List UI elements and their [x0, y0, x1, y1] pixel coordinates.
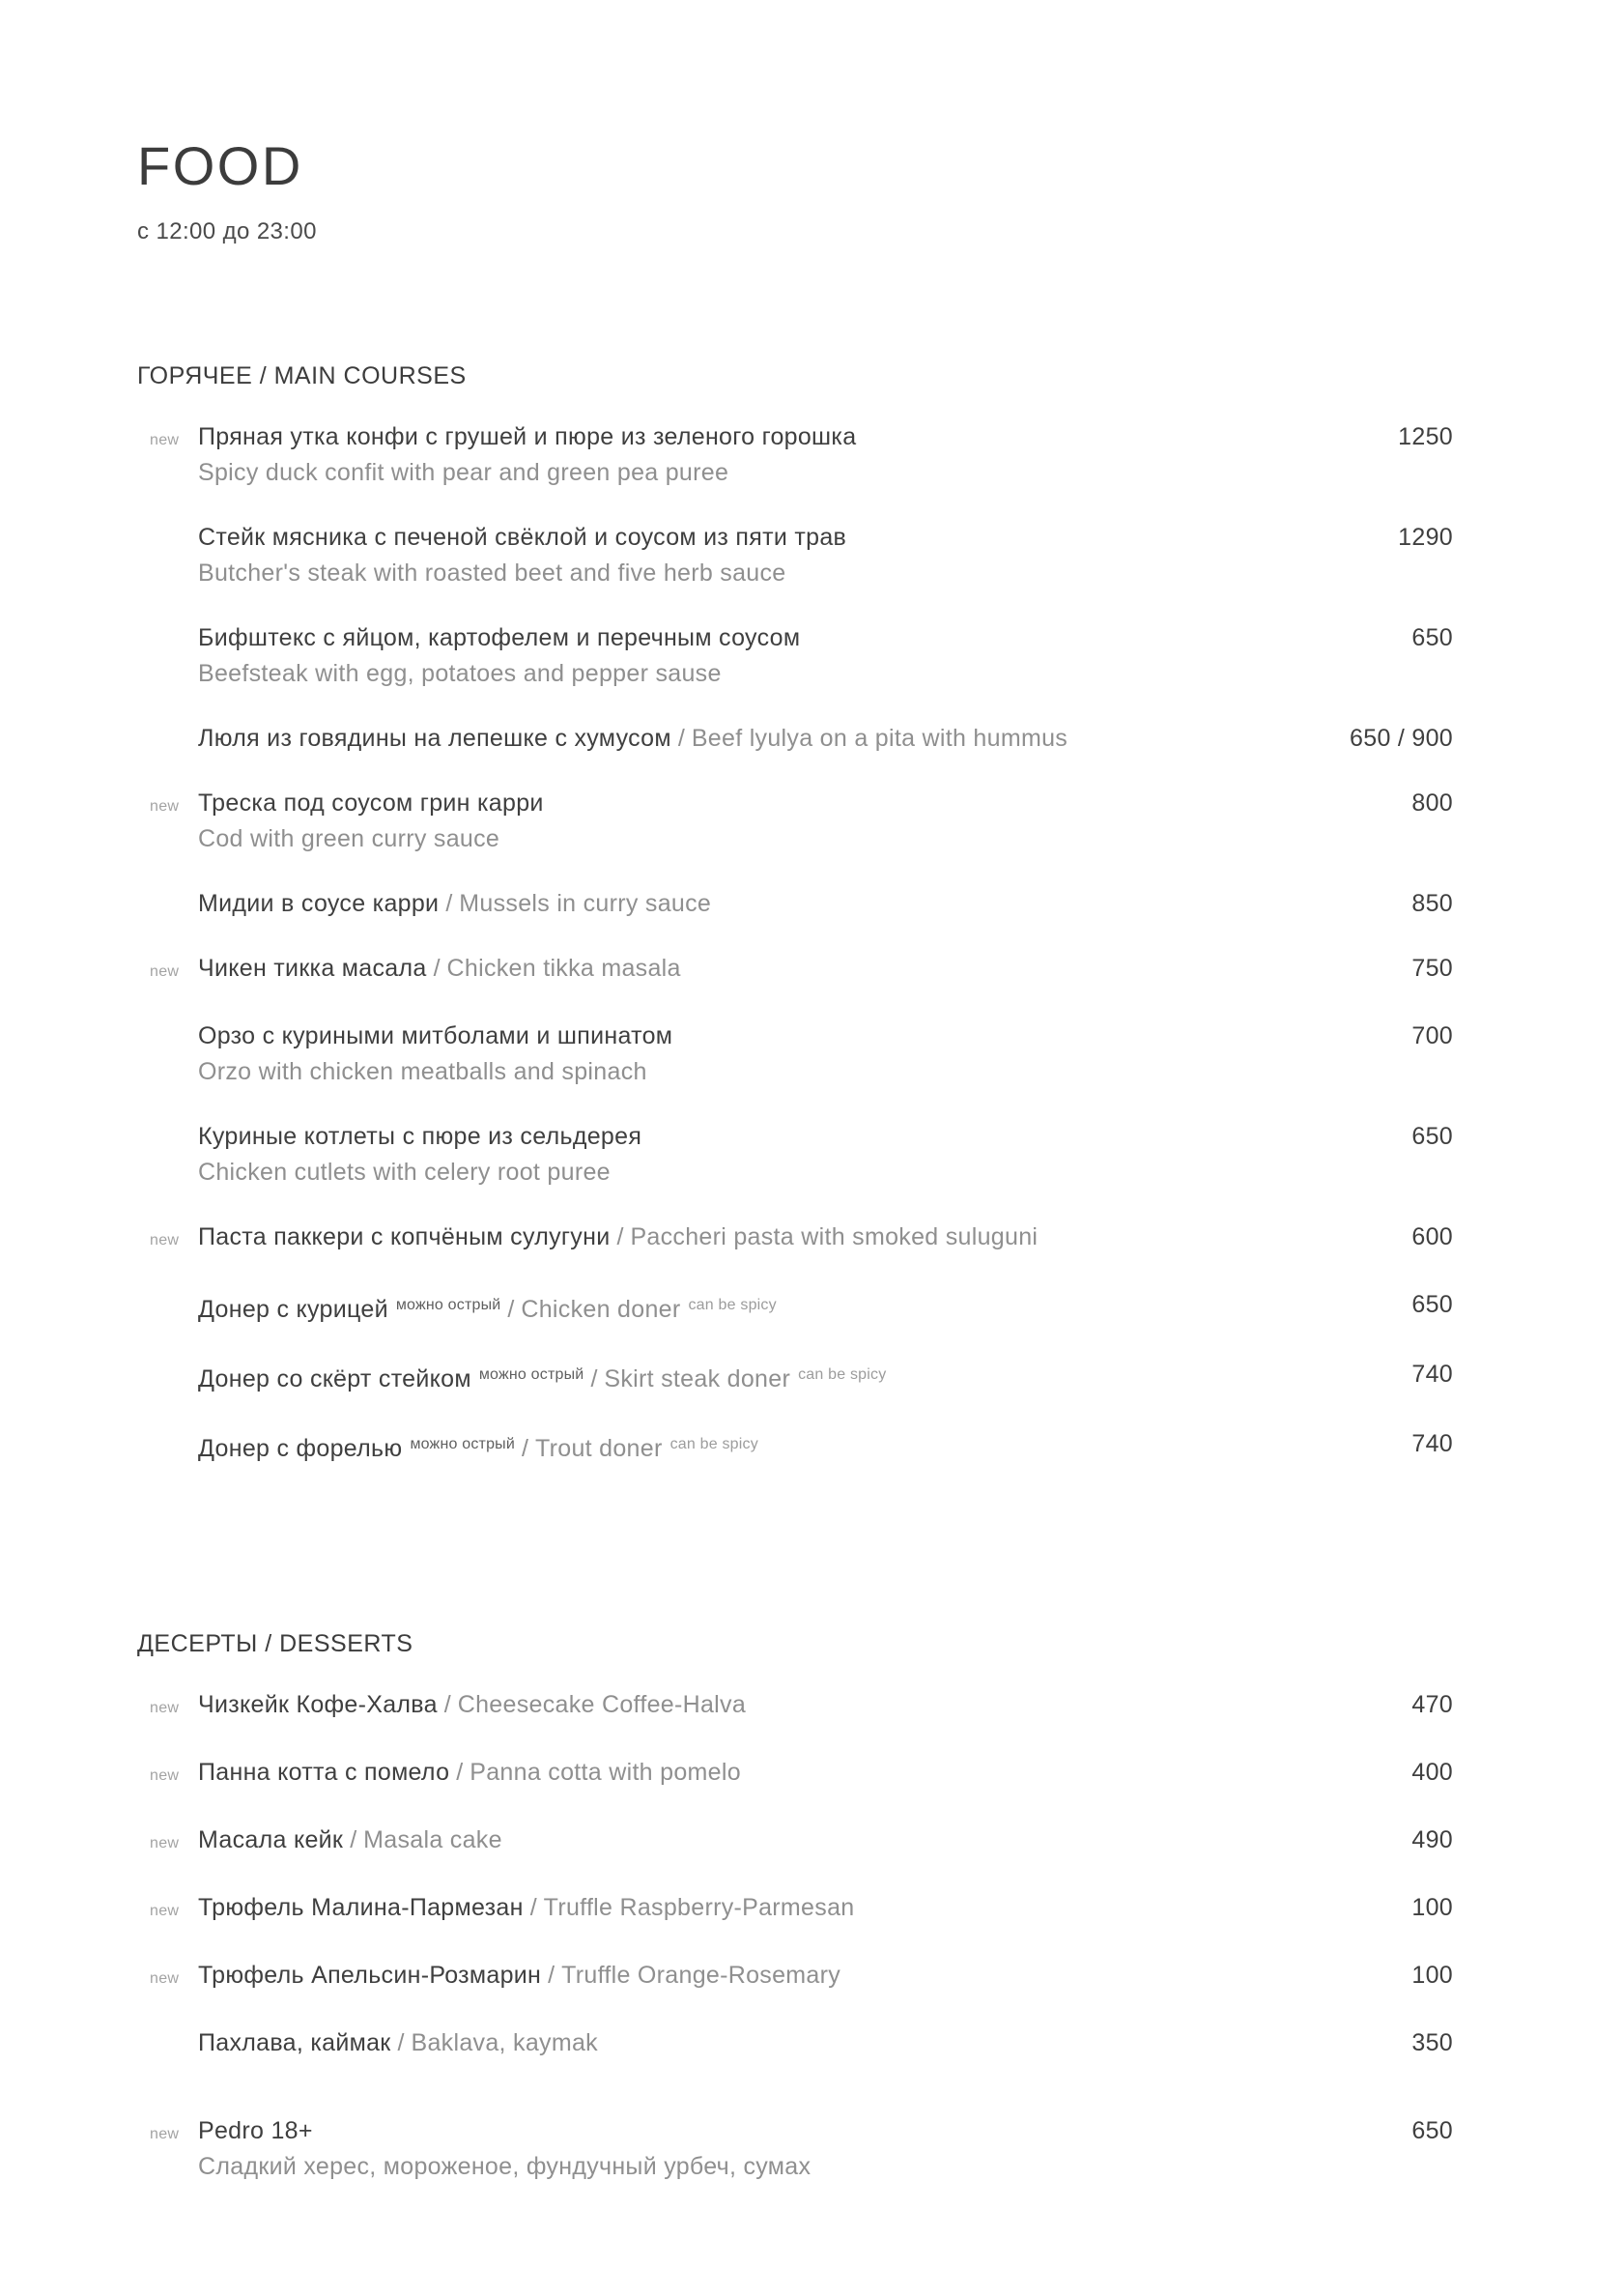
- item-name-ru: Люля из говядины на лепешке с хумусом: [198, 725, 671, 753]
- item-text: [198, 786, 1308, 857]
- item-text: [198, 1119, 1308, 1191]
- item-name-ru: Чикен тикка масала: [198, 955, 427, 983]
- item-name-en: Panna cotta with pomelo: [470, 1759, 741, 1787]
- item-text: [198, 1019, 1308, 1090]
- separator: /: [350, 1826, 357, 1854]
- item-line-primary: [198, 1357, 1269, 1397]
- item-name-ru: Масала кейк: [198, 1826, 344, 1854]
- item-price: 650: [1411, 2117, 1453, 2145]
- item-name-en: Masala cake: [363, 1826, 502, 1854]
- new-column: [137, 419, 198, 458]
- item-name-en: Truffle Orange-Rosemary: [561, 1962, 841, 1990]
- page-title: FOOD: [137, 135, 303, 196]
- new-badge: new: [150, 1970, 180, 1988]
- item-line-secondary: [198, 656, 1269, 692]
- item-price: 650: [1411, 624, 1453, 652]
- item-line-primary: [198, 1822, 1269, 1858]
- item-price: 100: [1411, 1962, 1453, 1990]
- item-price: 850: [1411, 890, 1453, 918]
- item-line-secondary: [198, 1054, 1269, 1090]
- menu-item: [137, 2025, 1453, 2061]
- item-price: 1290: [1398, 524, 1453, 552]
- menu-item: [137, 419, 1453, 491]
- menu-item: [137, 520, 1453, 591]
- item-name-ru: Треска под соусом грин карри: [198, 789, 544, 818]
- item-line-primary: [198, 1019, 1269, 1054]
- new-column: [137, 2113, 198, 2152]
- menu-item: [137, 1287, 1453, 1328]
- new-badge: new: [150, 1835, 180, 1852]
- menu-item: [137, 721, 1453, 757]
- new-column: [137, 1220, 198, 1258]
- item-name-en: Сладкий херес, мороженое, фундучный урбеч, сумах: [198, 2153, 812, 2181]
- new-column: [137, 1755, 198, 1794]
- menu-item: [137, 1119, 1453, 1191]
- item-price: 600: [1411, 1223, 1453, 1251]
- menu-item: [137, 1822, 1453, 1861]
- item-line-primary: [198, 1119, 1269, 1155]
- item-price: 100: [1411, 1894, 1453, 1922]
- item-name-ru: Панна котта с помело: [198, 1759, 450, 1787]
- separator: /: [529, 1894, 537, 1922]
- menu-item: [137, 1019, 1453, 1090]
- item-line-primary: [198, 520, 1269, 556]
- separator: /: [677, 725, 685, 753]
- separator: /: [616, 1223, 624, 1251]
- spicy-note-ru: можно острый: [395, 1297, 501, 1314]
- menu-item: [137, 620, 1453, 692]
- menu-item: [137, 1220, 1453, 1258]
- item-name-en: Chicken tikka masala: [446, 955, 681, 983]
- item-name-en: Cod with green curry sauce: [198, 825, 500, 853]
- item-line-primary: [198, 1958, 1269, 1994]
- item-name-ru: Бифштекс с яйцом, картофелем и перечным соусом: [198, 624, 801, 652]
- menu-header: [137, 135, 1453, 245]
- new-column: [137, 786, 198, 824]
- item-line-secondary: [198, 556, 1269, 591]
- item-name-en: Beef lyulya on a pita with hummus: [691, 725, 1068, 753]
- item-line-primary: [198, 419, 1269, 455]
- item-price: 650: [1411, 1123, 1453, 1151]
- new-column: [137, 1958, 198, 1996]
- item-name-en: Skirt steak doner: [604, 1365, 791, 1393]
- item-line-primary: [198, 620, 1269, 656]
- separator: /: [397, 2029, 405, 2057]
- item-name-ru: Пахлава, каймак: [198, 2029, 391, 2057]
- item-name-ru: Трюфель Малина-Пармезан: [198, 1894, 524, 1922]
- item-name-en: Beefsteak with egg, potatoes and pepper sause: [198, 660, 722, 688]
- item-name-ru: Донер с форелью: [198, 1435, 403, 1463]
- new-badge: new: [150, 963, 180, 981]
- item-text: [198, 2025, 1308, 2061]
- menu-item: [137, 951, 1453, 990]
- menu-item: [137, 1958, 1453, 1996]
- page-subtitle: с 12:00 до 23:00: [137, 218, 317, 245]
- item-line-secondary: [198, 455, 1269, 491]
- separator: /: [548, 1962, 555, 1990]
- item-name-ru: Куриные котлеты с пюре из сельдерея: [198, 1123, 642, 1151]
- item-name-en: Paccheri pasta with smoked suluguni: [630, 1223, 1039, 1251]
- item-line-primary: [198, 1287, 1269, 1328]
- spicy-note-ru: можно острый: [410, 1436, 516, 1453]
- item-line-secondary: [198, 2149, 1269, 2185]
- item-line-primary: [198, 886, 1269, 922]
- item-line-primary: [198, 1755, 1269, 1791]
- item-name-ru: Стейк мясника с печеной свёклой и соусом из пяти трав: [198, 524, 847, 552]
- item-line-primary: [198, 1687, 1269, 1723]
- item-name-en: Spicy duck confit with pear and green pea puree: [198, 459, 729, 487]
- item-price: 800: [1411, 789, 1453, 818]
- item-text: [198, 1287, 1308, 1328]
- item-line-secondary: [198, 1155, 1269, 1191]
- separator: /: [443, 1691, 451, 1719]
- separator: /: [433, 955, 441, 983]
- menu-item: [137, 1426, 1453, 1467]
- menu-item: [137, 1357, 1453, 1397]
- item-line-primary: [198, 2113, 1269, 2149]
- item-name-ru: Чизкейк Кофе-Халва: [198, 1691, 438, 1719]
- menu-item: [137, 786, 1453, 857]
- item-line-primary: [198, 1890, 1269, 1926]
- item-name-en: Chicken cutlets with celery root puree: [198, 1159, 611, 1187]
- spicy-note-en: can be spicy: [798, 1366, 887, 1384]
- new-badge: new: [150, 1767, 180, 1785]
- menu-sections: [137, 359, 1453, 2185]
- item-text: [198, 951, 1308, 987]
- item-text: [198, 520, 1308, 591]
- item-line-primary: [198, 786, 1269, 821]
- item-price: 740: [1411, 1361, 1453, 1389]
- new-badge: new: [150, 1903, 180, 1920]
- new-column: [137, 951, 198, 990]
- menu-section-desserts: [137, 1626, 1453, 2185]
- item-text: [198, 1822, 1308, 1858]
- item-price: 740: [1411, 1430, 1453, 1458]
- item-name-en: Chicken doner: [521, 1296, 681, 1324]
- item-line-secondary: [198, 821, 1269, 857]
- item-price: 650 / 900: [1350, 725, 1453, 753]
- item-text: [198, 1958, 1308, 1994]
- item-text: [198, 886, 1308, 922]
- item-text: [198, 1357, 1308, 1397]
- item-text: [198, 1687, 1308, 1723]
- menu-item: [137, 886, 1453, 922]
- spicy-note-en: can be spicy: [669, 1436, 758, 1453]
- item-text: [198, 620, 1308, 692]
- separator: /: [456, 1759, 464, 1787]
- menu-item: [137, 1755, 1453, 1794]
- item-name-ru: Донер с курицей: [198, 1296, 388, 1324]
- item-price: 650: [1411, 1291, 1453, 1319]
- new-column: [137, 1822, 198, 1861]
- item-name-ru: Трюфель Апельсин-Розмарин: [198, 1962, 542, 1990]
- item-text: [198, 2113, 1308, 2185]
- item-name-en: Trout doner: [534, 1435, 663, 1463]
- new-badge: new: [150, 1232, 180, 1249]
- item-price: 490: [1411, 1826, 1453, 1854]
- menu-item: [137, 1890, 1453, 1929]
- item-name-en: Baklava, kaymak: [411, 2029, 598, 2057]
- new-badge: new: [150, 432, 180, 449]
- menu-section-main-courses: [137, 359, 1453, 1467]
- spicy-note-ru: можно острый: [478, 1366, 584, 1384]
- item-line-primary: [198, 951, 1269, 987]
- menu-item: [137, 1687, 1453, 1726]
- item-price: 750: [1411, 955, 1453, 983]
- item-price: 400: [1411, 1759, 1453, 1787]
- item-price: 1250: [1398, 423, 1453, 451]
- new-badge: new: [150, 1700, 180, 1717]
- item-text: [198, 1890, 1308, 1926]
- separator: /: [590, 1365, 598, 1393]
- item-price: 700: [1411, 1022, 1453, 1050]
- item-name-en: Butcher's steak with roasted beet and five herb sauce: [198, 560, 786, 588]
- item-line-primary: [198, 2025, 1269, 2061]
- item-name-ru: Pedro 18+: [198, 2117, 313, 2145]
- item-name-en: Cheesecake Coffee-Halva: [457, 1691, 747, 1719]
- separator: /: [507, 1296, 515, 1324]
- item-name-ru: Мидии в соусе карри: [198, 890, 440, 918]
- section-title: ДЕСЕРТЫ / DESSERTS: [137, 1630, 413, 1658]
- item-name-en: Mussels in curry sauce: [459, 890, 712, 918]
- item-price: 350: [1411, 2029, 1453, 2057]
- item-text: [198, 1426, 1308, 1467]
- item-line-primary: [198, 1426, 1269, 1467]
- item-name-ru: Паста паккери с копчёным сулугуни: [198, 1223, 611, 1251]
- item-name-en: Orzo with chicken meatballs and spinach: [198, 1058, 647, 1086]
- item-name-en: Truffle Raspberry-Parmesan: [543, 1894, 855, 1922]
- item-text: [198, 419, 1308, 491]
- new-column: [137, 1687, 198, 1726]
- item-name-ru: Донер со скёрт стейком: [198, 1365, 471, 1393]
- item-name-ru: Орзо с куриными митболами и шпинатом: [198, 1022, 673, 1050]
- section-title: ГОРЯЧЕЕ / MAIN COURSES: [137, 362, 467, 390]
- item-name-ru: Пряная утка конфи с грушей и пюре из зеленого горошка: [198, 423, 857, 451]
- item-text: [198, 1220, 1308, 1255]
- separator: /: [522, 1435, 528, 1463]
- item-price: 470: [1411, 1691, 1453, 1719]
- item-line-primary: [198, 721, 1269, 757]
- item-text: [198, 721, 1308, 757]
- new-badge: new: [150, 2126, 180, 2143]
- new-column: [137, 1890, 198, 1929]
- separator: /: [445, 890, 453, 918]
- new-badge: new: [150, 798, 180, 816]
- item-text: [198, 1755, 1308, 1791]
- item-line-primary: [198, 1220, 1269, 1255]
- spicy-note-en: can be spicy: [688, 1297, 777, 1314]
- menu-item: [137, 2113, 1453, 2185]
